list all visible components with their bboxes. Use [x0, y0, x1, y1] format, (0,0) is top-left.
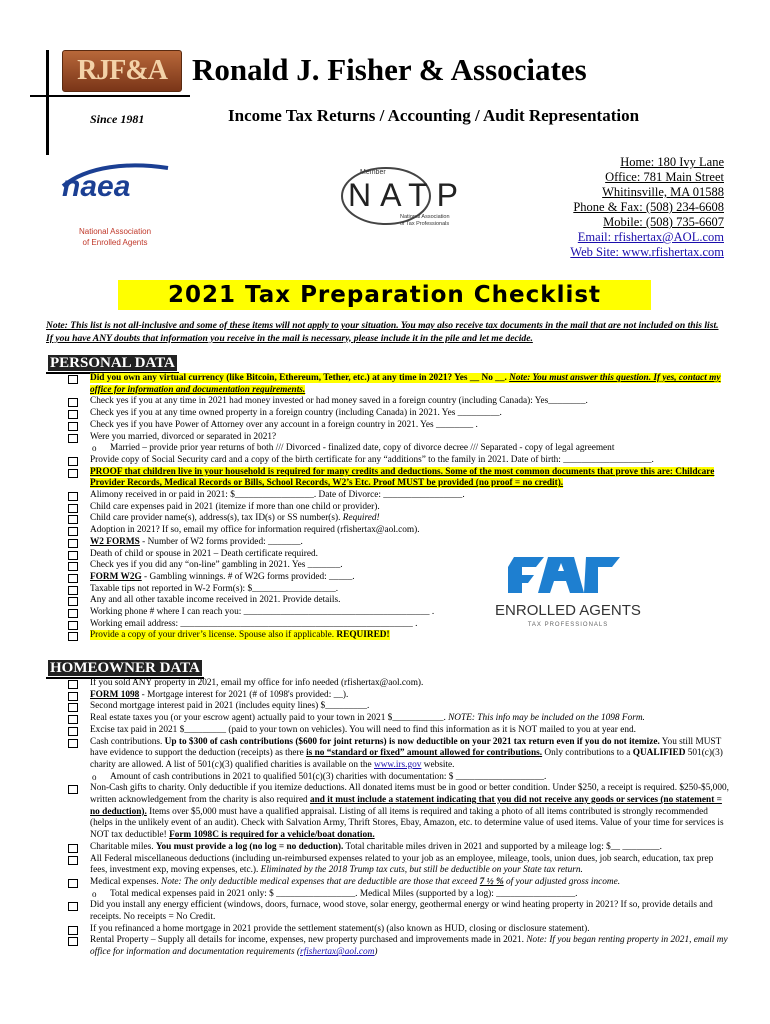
list-subitem-marital-docs: o Married – provide prior year returns of both /// Divorced - finalized date, copy of divorce decree /// Separated - copy of legal agreement [92, 443, 615, 454]
checkbox[interactable] [68, 937, 78, 946]
list-item-medical-expenses: Medical expenses. Note: The only deductible medical expenses that are deductible are those that exceed 7 ½ % of your adjusted gross income. [66, 877, 730, 889]
list-item-tips: Taxable tips not reported in W-2 Form(s): $__________________. [66, 584, 730, 596]
list-item-other-income: Any and all other taxable income received in 2021. Provide details. [66, 595, 730, 607]
natp-logo-text: NATP [348, 177, 458, 213]
list-item-crypto: Did you own any virtual currency (like Bitcoin, Ethereum, Tether, etc.) at any time in 2021? Yes __ No __. Note: You must answer this question. If yes, contact my office for information and documentation requirements. [66, 373, 730, 396]
list-item-misc-deductions: All Federal miscellaneous deductions (including un-reimbursed expenses related to your job as an employee, mileage, tools, union dues, job search, education, tax prep fees, investment exp, moving expenses, etc.). Eliminated by the 2018 Trump tax cuts, but still be deductible on your State tax return. [66, 854, 730, 877]
contact-home: Home: 180 Ivy Lane [620, 155, 724, 169]
list-item-child-care: Child care expenses paid in 2021 (itemize if more than one child or provider). [66, 502, 730, 514]
checkbox[interactable] [68, 785, 78, 794]
list-item-charitable-miles: Charitable miles. You must provide a log (no log = no deduction). Total charitable miles driven in 2021 and supported by a mileage log: $__ ________. [66, 842, 730, 854]
list-item-marital-status: Were you married, divorced or separated in 2021? [66, 432, 730, 444]
checkbox[interactable] [68, 410, 78, 419]
checkbox[interactable] [68, 715, 78, 724]
list-item-license: Provide a copy of your driver’s license. Spouse also if applicable. REQUIRED! [66, 630, 730, 642]
list-item-second-mortgage: Second mortgage interest paid in 2021 (includes equity lines) $_________. [66, 701, 730, 713]
list-item-death: Death of child or spouse in 2021 – Death certificate required. [66, 549, 730, 561]
list-item-sold-property: If you sold ANY property in 2021, email my office for info needed (rfishertax@aol.com). [66, 678, 730, 690]
checkbox[interactable] [68, 597, 78, 606]
list-item-adoption: Adoption in 2021? If so, email my office for information required (rfishertax@aol.com). [66, 525, 730, 537]
naea-logo-text: naea [62, 170, 131, 203]
checkbox[interactable] [68, 398, 78, 407]
ea-logo-subtext: TAX PROFESSIONALS [527, 622, 609, 628]
list-subitem-medical-total: o Total medical expenses paid in 2021 only: $ _________________. Medical Miles (supported by a log): _________________. [92, 888, 578, 899]
checkbox[interactable] [68, 551, 78, 560]
contact-mobile: Mobile: (508) 735-6607 [603, 215, 724, 229]
ea-mark-icon [508, 557, 620, 593]
list-item-real-estate-tax: Real estate taxes you (or your escrow agent) actually paid to your town in 2021 $___________. NOTE: This info may be included on the 1098 Form. [66, 713, 730, 725]
checkbox[interactable] [68, 609, 78, 618]
contact-block [570, 155, 724, 260]
natp-logo [338, 160, 472, 232]
services-tagline: Income Tax Returns / Accounting / Audit Representation [228, 106, 640, 125]
list-subitem-cash-amount: o Amount of cash contributions in 2021 to qualified 501(c)(3) charities with documentation: $ ___________________. [92, 771, 547, 782]
header-rule-vertical [46, 50, 49, 155]
rental-email-link[interactable]: rfishertax@aol.com [300, 947, 375, 958]
naea-caption-line1: National Association [78, 227, 152, 236]
checkbox[interactable] [68, 902, 78, 911]
list-item-power-of-attorney: Check yes if you have Power of Attorney over any account in a foreign country in 2021. Yes ________ . [66, 420, 730, 432]
checkbox[interactable] [68, 926, 78, 935]
list-item-w2g: FORM W2G - Gambling winnings. # of W2G forms provided: _____. [66, 572, 730, 584]
homeowner-data-heading: HOMEOWNER DATA [46, 660, 204, 679]
checklist-note: Note: This list is not all-inclusive and some of these items will not apply to your situation. You may also receive tax documents in the mail that are not included on this list. If you have ANY doubts that information you receive in the mail is necessary, please include it in the pile and let me decide. [46, 320, 719, 344]
list-item-cash-contributions: Cash contributions. Up to $300 of cash contributions ($600 for joint returns) is now deductible on your 2021 tax return even if you do not itemize. You still MUST have evidence to support the deduction (receipts) as there is no “standard or fixed” amount allowed for contributions. Only contributions to a QUALIFIED 501(c)(3) charity are allowed. A list of 501(c)(3) qualified charities is available on the www.irs.gov website. [66, 737, 730, 772]
checkbox[interactable] [68, 422, 78, 431]
list-item-proof-children: PROOF that children live in your household is required for many credits and deductions. Some of the most common documents that prove this are: Childcare Provider Records, Medical Records or Bills, School Records, W2’s Etc. Proof MUST be provided (no proof = no credit). [66, 467, 730, 490]
list-item-foreign-property: Check yes if you at any time owned property in a foreign country (including Canada) in 2021. Yes _________. [66, 408, 730, 420]
checkbox[interactable] [68, 727, 78, 736]
checkbox[interactable] [68, 375, 78, 384]
checkbox[interactable] [68, 621, 78, 630]
checkbox[interactable] [68, 680, 78, 689]
checkbox[interactable] [68, 574, 78, 583]
personal-data-heading: PERSONAL DATA [46, 355, 179, 374]
list-item-ssn-birth-cert: Provide copy of Social Security card and a copy of the birth certificate for any “additions” to the family in 2021. Date of birth: ___________________. [66, 455, 730, 467]
header-rule-horizontal [30, 95, 190, 97]
checkbox[interactable] [68, 457, 78, 466]
checkbox[interactable] [68, 504, 78, 513]
naea-caption-line2: of Enrolled Agents [82, 238, 148, 247]
natp-caption-line2: of Tax Professionals [400, 221, 450, 227]
checkbox[interactable] [68, 492, 78, 501]
list-item-energy-credit: Did you install any energy efficient (windows, doors, furnace, wood stove, solar energy, geothermal energy or wind heating property in 2021? If so, provide details and receipts. No receipts = No Credit. [66, 900, 730, 923]
checklist-title: 2021 Tax Preparation Checklist [118, 280, 651, 310]
bullet-o: o [92, 443, 97, 454]
checkbox[interactable] [68, 515, 78, 524]
irs-link[interactable]: www.irs.gov [373, 759, 422, 770]
naea-caption [60, 226, 170, 248]
contact-office: Office: 781 Main Street [605, 170, 724, 184]
natp-member-text: Member [360, 169, 386, 176]
list-item-work-phone: Working phone # where I can reach you: ________________________________________ . [66, 607, 730, 619]
checkbox[interactable] [68, 586, 78, 595]
contact-email-link[interactable]: Email: rfishertax@AOL.com [577, 230, 724, 244]
ea-logo-text: ENROLLED AGENTS [495, 602, 641, 619]
checkbox[interactable] [68, 469, 78, 478]
checkbox[interactable] [68, 703, 78, 712]
checkbox[interactable] [68, 562, 78, 571]
list-item-alimony: Alimony received in or paid in 2021: $_________________. Date of Divorce: _________________. [66, 490, 730, 502]
list-item-foreign-money: Check yes if you at any time in 2021 had money invested or had money saved in a foreign country (including Canada): Yes________. [66, 396, 730, 408]
list-item-online-gambling: Check yes if you did any “on-line” gambling in 2021. Yes _______. [66, 560, 730, 572]
checkbox[interactable] [68, 879, 78, 888]
checkbox[interactable] [68, 632, 78, 641]
list-item-work-email: Working email address: __________________________________________________ . [66, 619, 730, 631]
contact-website-link[interactable]: Web Site: www.rfishertax.com [570, 245, 724, 259]
since-label: Since 1981 [90, 112, 145, 126]
checkbox[interactable] [68, 527, 78, 536]
natp-caption-line1: National Association [400, 214, 450, 220]
list-item-form-1098: FORM 1098 - Mortgage interest for 2021 (# of 1098's provided: __). [66, 690, 730, 702]
checkbox[interactable] [68, 692, 78, 701]
list-item-w2-forms: W2 FORMS - Number of W2 forms provided: _______. [66, 537, 730, 549]
enrolled-agents-logo [488, 553, 648, 631]
contact-phone-fax: Phone & Fax: (508) 234-6608 [573, 200, 724, 214]
list-item-refinance: If you refinanced a home mortgage in 2021 provide the settlement statement(s) (also known as HUD, closing or disclosure statement). [66, 924, 730, 936]
contact-city: Whitinsville, MA 01588 [602, 185, 724, 199]
list-item-rental-property: Rental Property – Supply all details for income, expenses, new property purchased and improvements made in 2021. Note: If you began renting property in 2021, email my office for information and documentation requirements (rfishertax@aol.com) [66, 935, 730, 958]
firm-name: Ronald J. Fisher & Associates [192, 52, 587, 87]
list-item-excise-tax: Excise tax paid in 2021 $_________ (paid to your town on vehicles). You will need to find this information as it is NOT mailed to you at year end. [66, 725, 730, 737]
checkbox[interactable] [68, 856, 78, 865]
checkbox[interactable] [68, 539, 78, 548]
bullet-o: o [92, 888, 97, 899]
bullet-o: o [92, 771, 97, 782]
list-item-child-care-provider: Child care provider name(s), address(s), tax ID(s) or SS number(s). Required! [66, 513, 730, 525]
checkbox[interactable] [68, 739, 78, 748]
checkbox[interactable] [68, 844, 78, 853]
firm-logo: RJF&A [62, 50, 182, 92]
list-item-non-cash-gifts: Non-Cash gifts to charity. Only deductible if you itemize deductions. All donated items must be in good or better condition. Under $250, a receipt is required. $250-$5,000, written acknowledgement from the charity is also required and it must include a statement indicating that you did not receive any goods or services (no statement = no deduction). Items over $5,000 must have a qualified appraisal. Listing of all items is required and taking a photo of all items contributed is strongly recommended (helps in the unlikely event of an audit). Check with Salvation Army, Thrift Stores, Ebay, Amazon, etc. to determine value of used items. Value of your time for services is NOT tax deductible! Form 1098C is required for a vehicle/boat donation. [66, 783, 730, 842]
naea-logo [58, 158, 173, 203]
checkbox[interactable] [68, 434, 78, 443]
homeowner-data-list [66, 678, 730, 959]
